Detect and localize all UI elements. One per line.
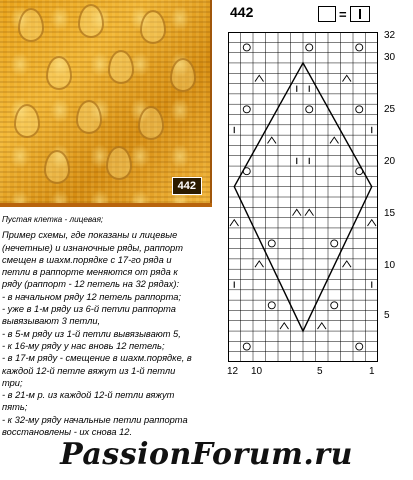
description-line: ряду (раппорт - 12 петель на 32 рядах):: [2, 279, 180, 290]
leaf-motif: [18, 8, 44, 42]
description-line: - в начальном ряду 12 петель раппорта;: [2, 291, 181, 302]
description-line: - к 16-му ряду у нас вновь 12 петель;: [2, 340, 165, 351]
description-line: - в 21-м р. из каждой 12-й петли вяжут: [2, 390, 175, 401]
site-watermark: PassionForum.ru: [60, 437, 353, 472]
description-line: каждой 12-й петле вяжут из 1-й петли: [2, 365, 176, 376]
legend-note: Пустая клетка - лицевая;: [2, 215, 104, 224]
leaf-motif: [108, 50, 134, 84]
knitting-chart: [228, 32, 378, 362]
leaf-motif: [170, 58, 196, 92]
photo-bottom-border: [0, 203, 212, 207]
chart-number: 442: [230, 4, 254, 20]
description-line: - в 5-м ряду из 1-й петли вывязывают 5,: [2, 328, 181, 339]
description-line: - уже в 1-м ряду из 6-й петли раппорта: [2, 304, 176, 315]
knitting-sample-photo: [0, 0, 212, 203]
leaf-motif: [46, 56, 72, 90]
row-label: 10: [384, 260, 396, 271]
description-line: Пример схемы, где показаны и лицевые: [2, 230, 178, 241]
description-line: восстановлены - их снова 12.: [2, 427, 133, 438]
description-line: петли в раппорте меняются от ряда к: [2, 267, 178, 278]
row-label: 20: [384, 156, 396, 167]
column-label: 10: [251, 366, 263, 377]
legend-equals: =: [339, 6, 347, 22]
legend: [318, 6, 370, 22]
leaf-motif: [44, 150, 70, 184]
description-line: - к 32-му ряду начальные петли раппорта: [2, 414, 188, 425]
row-label: 30: [384, 52, 396, 63]
row-label: 5: [384, 310, 390, 321]
photo-number-badge: 442: [172, 177, 202, 195]
leaf-motif: [138, 106, 164, 140]
chart-grid: [228, 32, 378, 362]
leaf-motif: [140, 10, 166, 44]
description-line: смещен в шахм.порядке с 17-го ряда и: [2, 254, 172, 265]
knit-stitch-symbol: [350, 6, 370, 22]
description-line: пять;: [2, 402, 28, 413]
column-label: 1: [369, 366, 375, 377]
leaf-motif: [78, 4, 104, 38]
description-line: - в 17-м ряду - смещение в шахм.порядке, в: [2, 353, 192, 364]
row-label: 25: [384, 104, 396, 115]
pattern-description: [2, 214, 216, 438]
leaf-motif: [106, 146, 132, 180]
description-line: вывязывают 3 петли,: [2, 316, 101, 327]
empty-cell-symbol: [318, 6, 336, 22]
leaf-motif: [14, 104, 40, 138]
column-label: 5: [317, 366, 323, 377]
description-line: (нечетные) и изнаночные ряды, раппорт: [2, 242, 183, 253]
description-line: три;: [2, 377, 23, 388]
leaf-motif: [76, 100, 102, 134]
row-label: 15: [384, 208, 396, 219]
row-label: 32: [384, 30, 396, 41]
column-label: 12: [227, 366, 239, 377]
